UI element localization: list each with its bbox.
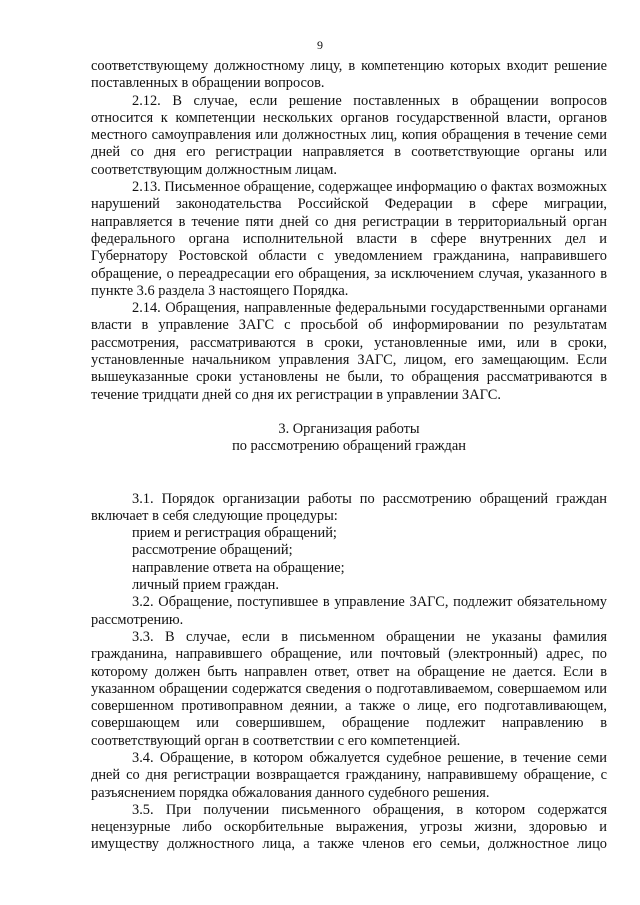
procedure-item: личный прием граждан.	[132, 577, 279, 594]
paragraph-3-1: 3.1. Порядок организации работы по рассмотрению обращений граждан включает в себя следующие процедуры:	[91, 490, 607, 524]
paragraph-3-5: 3.5. При получении письменного обращения, в котором содержатся нецензурные либо оскорбительные выражения, угрозы жизни, здоровью и имуществу должностного лица, а также членов его семьи, должностное лицо	[91, 801, 607, 853]
paragraph-continuation: соответствующему должностному лицу, в компетенцию которых входит решение поставленных в обращении вопросов.	[91, 58, 607, 92]
section-heading-line-2: по рассмотрению обращений граждан	[232, 438, 466, 455]
document-text	[91, 58, 607, 854]
paragraph-2-14: 2.14. Обращения, направленные федеральными государственными органами власти в управление ЗАГС с просьбой об информировании по результатам рассмотрения, рассматриваются в сроки, установленные ими, или в сроки, установленные начальником управления ЗАГС, лицом, его замещающим. Если вышеуказанные сроки установлены не были, то обращения рассматриваются в течение тридцати дней со дня их регистрации в управлении ЗАГС.	[91, 300, 607, 403]
spacer	[91, 404, 607, 421]
procedure-item: направление ответа на обращение;	[132, 559, 345, 576]
paragraph-3-2: 3.2. Обращение, поступившее в управление ЗАГС, подлежит обязательному рассмотрению.	[91, 594, 607, 628]
spacer	[91, 456, 607, 491]
paragraph-3-4: 3.4. Обращение, в котором обжалуется судебное решение, в течение семи дней со дня регистрации возвращается гражданину, направившему обращение, с разъяснением порядка обжалования данного судебного решения.	[91, 749, 607, 801]
paragraph-2-12: 2.12. В случае, если решение поставленных в обращении вопросов относится к компетенции нескольких органов государственной власти, органов местного самоуправления или должностных лиц, копия обращения в течение семи дней со дня его регистрации направляется в соответствующие органы или соответствующим должностным лицам.	[91, 92, 607, 178]
procedure-item: рассмотрение обращений;	[132, 542, 293, 559]
page-number: 9	[317, 38, 323, 52]
paragraph-2-13: 2.13. Письменное обращение, содержащее информацию о фактах возможных нарушений законодательства Российской Федерации в сфере миграции, направляется в течение пяти дней со дня регистрации в территориальный орган федерального органа исполнительной власти в сфере внутренних дел и Губернатору Ростовской области с уведомлением гражданина, направившего обращение, о переадресации его обращения, за исключением случая, указанного в пункте 3.6 раздела 3 настоящего Порядка.	[91, 179, 607, 299]
section-heading-line-1: 3. Организация работы	[278, 420, 420, 437]
paragraph-3-3: 3.3. В случае, если в письменном обращении не указаны фамилия гражданина, направившего обращение, или почтовый (электронный) адрес, по которому должен быть направлен ответ, ответ на обращение не дается. Если в указанном обращении содержатся сведения о подготавливаемом, совершаемом или совершенном противоправном деянии, а также о лице, его подготавливающем, совершающем или совершившем, обращение подлежит направлению в соответствующий орган в соответствии с его компетенцией.	[91, 628, 607, 749]
procedure-item: прием и регистрация обращений;	[132, 525, 337, 542]
